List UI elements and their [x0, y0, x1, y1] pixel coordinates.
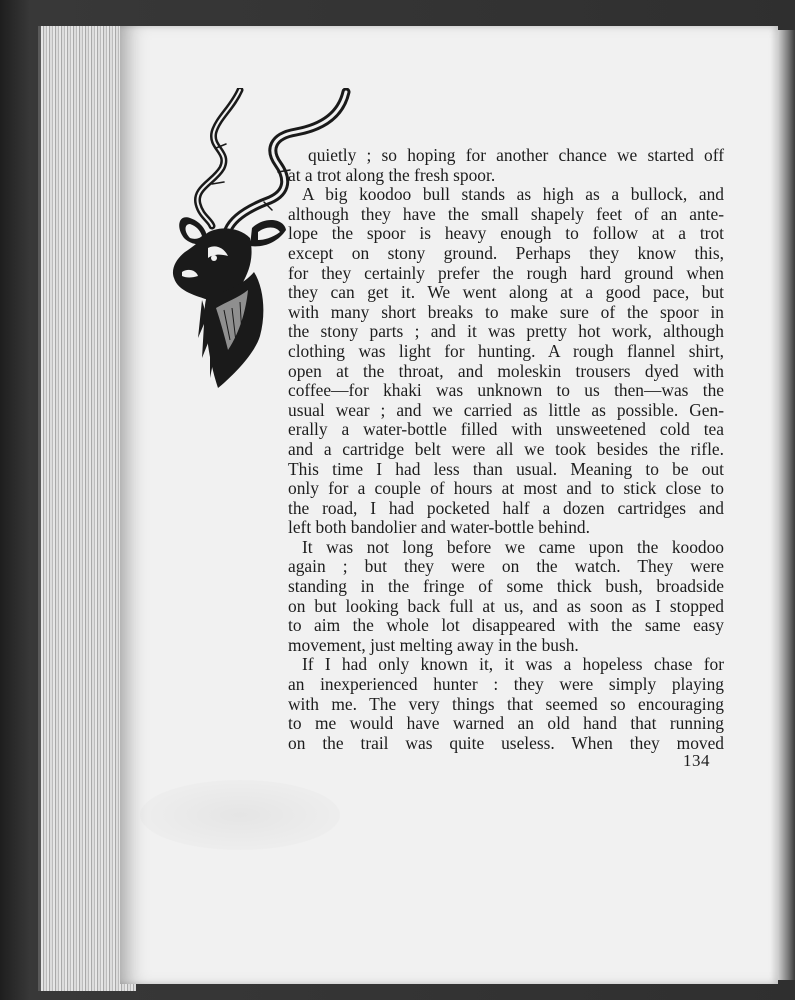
text-line: This time I had less than usual. Meaning to be out: [288, 458, 724, 479]
text-line: A big koodoo bull stands as high as a bullock, and: [302, 184, 724, 205]
text-line: the road, I had pocketed half a dozen cartridges and: [288, 497, 724, 518]
text-line: standing in the fringe of some thick bush, broadside: [288, 576, 724, 597]
page-right-edge: [778, 30, 795, 980]
text-line: at a trot along the fresh spoor.: [288, 164, 496, 185]
text-line: with many short breaks to make sure of the spoor in: [288, 301, 724, 322]
text-line: to me would have warned an old hand that running: [288, 713, 724, 734]
text-line: coffee—for khaki was unknown to us then—was the: [288, 380, 724, 401]
text-line: only for a couple of hours at most and to stick close to: [288, 478, 724, 499]
text-line: they can get it. We went along at a good pace, but: [288, 282, 724, 303]
text-line: the stony parts ; and it was pretty hot work, although: [288, 321, 724, 342]
text-line: usual wear ; and we carried as little as possible. Gen-: [288, 399, 724, 420]
text-line: left both bandolier and water-bottle behind.: [288, 517, 590, 538]
text-line: for they certainly prefer the rough hard ground when: [288, 262, 724, 283]
text-line: again ; but they were on the watch. They were: [288, 556, 724, 577]
text-line: on but looking back full at us, and as soon as I stopped: [288, 595, 724, 616]
text-line: clothing was light for hunting. A rough flannel shirt,: [288, 340, 724, 361]
text-line: an inexperienced hunter : they were simply playing: [288, 674, 724, 695]
text-line: although they have the small shapely feet of an ante-: [288, 203, 724, 224]
text-line: If I had only known it, it was a hopeless chase for: [302, 654, 724, 675]
text-line: erally a water-bottle filled with unsweetened cold tea: [288, 419, 724, 440]
text-line: It was not long before we came upon the koodoo: [302, 536, 724, 557]
text-line: to aim the whole lot disappeared with the same easy: [288, 615, 724, 636]
body-text: [288, 146, 724, 753]
show-through-shadow: [140, 780, 340, 850]
text-line: on the trail was quite useless. When they moved: [288, 732, 724, 753]
page-number: 134: [683, 751, 710, 770]
text-line: with me. The very things that seemed so encouraging: [288, 693, 724, 714]
text-line: quietly ; so hoping for another chance we started off: [308, 145, 724, 165]
text-line: open at the throat, and moleskin trousers dyed with: [288, 360, 724, 381]
text-line: and a cartridge belt were all we took besides the rifle.: [288, 438, 724, 459]
text-line: lope the spoor is heavy enough to follow at a trot: [288, 223, 724, 244]
text-line: movement, just melting away in the bush.: [288, 634, 579, 655]
text-line: except on stony ground. Perhaps they know this,: [288, 242, 724, 263]
